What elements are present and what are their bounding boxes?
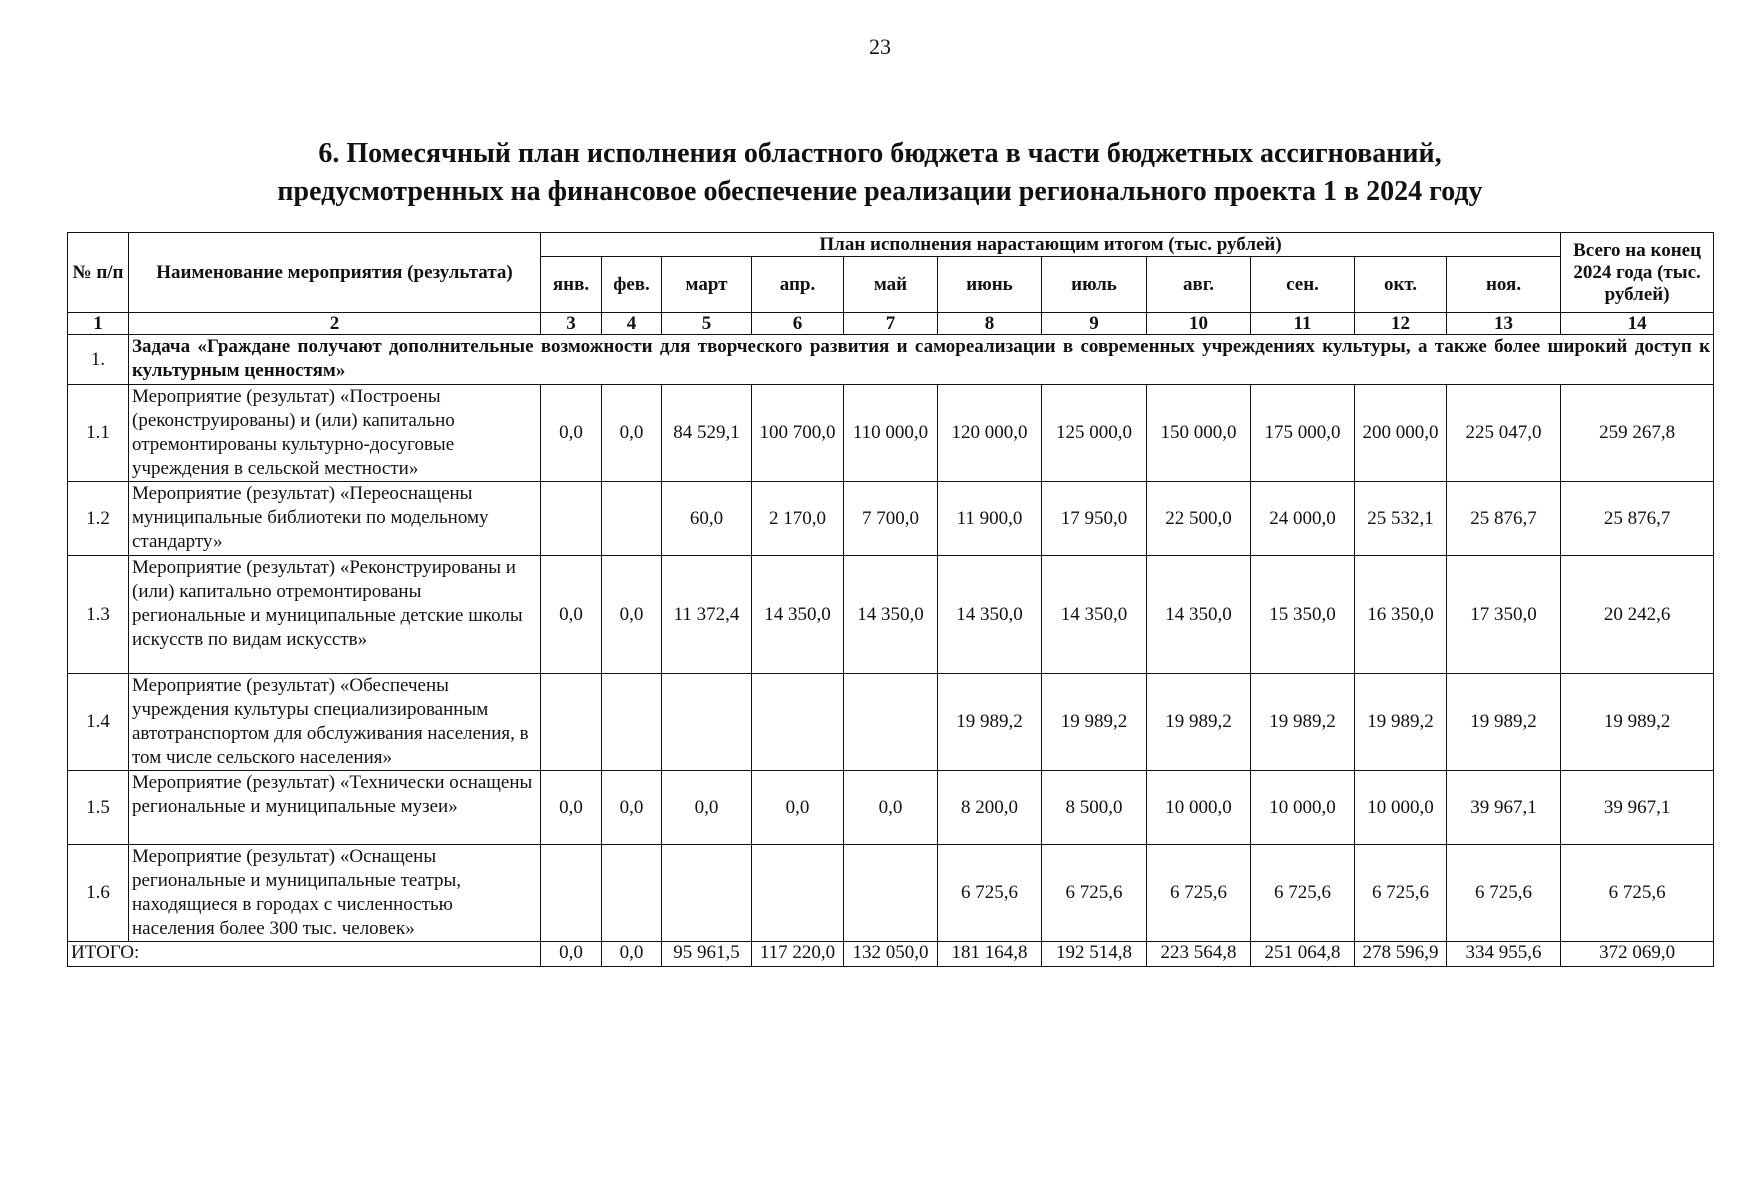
row-name: Мероприятие (результат) «Обеспечены учреждения культуры специализированным автотранспортом для обслуживания населения, в том числе сельского населения» (129, 674, 541, 771)
month-value: 6 725,6 (1251, 845, 1355, 942)
month-value: 84 529,1 (662, 385, 752, 482)
row-total: 39 967,1 (1561, 771, 1714, 845)
header-month: сен. (1251, 257, 1355, 313)
month-value: 60,0 (662, 482, 752, 556)
month-value (752, 845, 844, 942)
grand-total-sum: 372 069,0 (1561, 942, 1714, 967)
column-number: 12 (1355, 313, 1447, 335)
month-value: 10 000,0 (1355, 771, 1447, 845)
month-value: 10 000,0 (1251, 771, 1355, 845)
table-row (68, 845, 1714, 942)
table-row (68, 771, 1714, 845)
column-number: 10 (1147, 313, 1251, 335)
grand-total-value: 0,0 (602, 942, 662, 967)
grand-total-value: 181 164,8 (938, 942, 1042, 967)
month-value: 0,0 (541, 385, 602, 482)
month-value: 14 350,0 (1147, 556, 1251, 674)
month-value: 0,0 (541, 556, 602, 674)
grand-total-value: 251 064,8 (1251, 942, 1355, 967)
month-value: 19 989,2 (1042, 674, 1147, 771)
month-value: 14 350,0 (938, 556, 1042, 674)
row-total: 259 267,8 (1561, 385, 1714, 482)
row-number: 1.4 (68, 674, 129, 771)
month-value (662, 674, 752, 771)
month-value (541, 674, 602, 771)
month-value: 24 000,0 (1251, 482, 1355, 556)
month-value: 8 200,0 (938, 771, 1042, 845)
task-number: 1. (68, 335, 129, 385)
month-value (541, 845, 602, 942)
grand-total-label: ИТОГО: (68, 942, 541, 967)
row-name: Мероприятие (результат) «Построены (реконструированы) и (или) капитально отремонтированы культурно-досуговые учреждения в сельской местности» (129, 385, 541, 482)
month-value: 120 000,0 (938, 385, 1042, 482)
month-value: 125 000,0 (1042, 385, 1147, 482)
month-value: 0,0 (844, 771, 938, 845)
header-total: Всего на конец 2024 года (тыс. рублей) (1561, 233, 1714, 313)
page-number: 23 (869, 34, 891, 59)
title-line-2: предусмотренных на финансовое обеспечение реализации регионального проекта 1 в 2024 году (277, 176, 1483, 207)
grand-total-value: 95 961,5 (662, 942, 752, 967)
month-value: 6 725,6 (938, 845, 1042, 942)
task-text: Задача «Граждане получают дополнительные возможности для творческого развития и самореализации в современных учреждениях культуры, а также более широкий доступ к культурным ценностям» (129, 335, 1714, 385)
month-value: 100 700,0 (752, 385, 844, 482)
column-number: 4 (602, 313, 662, 335)
row-name: Мероприятие (результат) «Переоснащены муниципальные библиотеки по модельному стандарту» (129, 482, 541, 556)
month-value (844, 845, 938, 942)
row-total: 25 876,7 (1561, 482, 1714, 556)
month-value: 22 500,0 (1147, 482, 1251, 556)
month-value: 17 950,0 (1042, 482, 1147, 556)
month-value: 0,0 (602, 556, 662, 674)
month-value: 6 725,6 (1355, 845, 1447, 942)
header-month: окт. (1355, 257, 1447, 313)
column-number: 8 (938, 313, 1042, 335)
header-month: авг. (1147, 257, 1251, 313)
table-body (68, 335, 1714, 967)
header-month: апр. (752, 257, 844, 313)
month-value: 0,0 (602, 771, 662, 845)
month-value: 19 989,2 (1251, 674, 1355, 771)
month-value: 19 989,2 (1447, 674, 1561, 771)
grand-total-value: 117 220,0 (752, 942, 844, 967)
month-value: 0,0 (752, 771, 844, 845)
grand-total-value: 278 596,9 (1355, 942, 1447, 967)
header-no: № п/п (68, 233, 129, 313)
header-month: янв. (541, 257, 602, 313)
month-value: 6 725,6 (1447, 845, 1561, 942)
budget-plan-table (67, 232, 1714, 967)
row-name: Мероприятие (результат) «Реконструированы и (или) капитально отремонтированы региональные и муниципальные детские школы искусств по видам искусств» (129, 556, 541, 674)
month-value: 175 000,0 (1251, 385, 1355, 482)
column-number: 2 (129, 313, 541, 335)
table-row (68, 385, 1714, 482)
row-name: Мероприятие (результат) «Технически оснащены региональные и муниципальные музеи» (129, 771, 541, 845)
month-value: 19 989,2 (938, 674, 1042, 771)
title-line-1: 6. Помесячный план исполнения областного бюджета в части бюджетных ассигнований, (318, 138, 1442, 169)
row-number: 1.3 (68, 556, 129, 674)
month-value: 14 350,0 (844, 556, 938, 674)
month-value: 39 967,1 (1447, 771, 1561, 845)
month-value: 0,0 (662, 771, 752, 845)
header-month: июнь (938, 257, 1042, 313)
row-number: 1.2 (68, 482, 129, 556)
month-value: 225 047,0 (1447, 385, 1561, 482)
month-value: 110 000,0 (844, 385, 938, 482)
grand-total-value: 192 514,8 (1042, 942, 1147, 967)
month-value: 25 876,7 (1447, 482, 1561, 556)
grand-total-value: 0,0 (541, 942, 602, 967)
month-value: 15 350,0 (1251, 556, 1355, 674)
column-number: 11 (1251, 313, 1355, 335)
column-number: 13 (1447, 313, 1561, 335)
task-row (68, 335, 1714, 385)
grand-total-value: 334 955,6 (1447, 942, 1561, 967)
grand-total-row (68, 942, 1714, 967)
row-number: 1.1 (68, 385, 129, 482)
header-month: июль (1042, 257, 1147, 313)
month-value: 11 900,0 (938, 482, 1042, 556)
column-number-row (68, 313, 1714, 335)
month-value: 200 000,0 (1355, 385, 1447, 482)
month-value: 0,0 (602, 385, 662, 482)
month-value: 19 989,2 (1147, 674, 1251, 771)
header-plan-group: План исполнения нарастающим итогом (тыс. рублей) (541, 233, 1561, 257)
month-value: 6 725,6 (1147, 845, 1251, 942)
document-title (0, 135, 1760, 211)
column-number: 9 (1042, 313, 1147, 335)
month-value (844, 674, 938, 771)
month-value (662, 845, 752, 942)
column-number: 1 (68, 313, 129, 335)
header-month: март (662, 257, 752, 313)
grand-total-value: 223 564,8 (1147, 942, 1251, 967)
row-name: Мероприятие (результат) «Оснащены региональные и муниципальные театры, находящиеся в городах с численностью населения более 300 тыс. человек» (129, 845, 541, 942)
header-month: май (844, 257, 938, 313)
month-value (752, 674, 844, 771)
month-value: 19 989,2 (1355, 674, 1447, 771)
month-value: 150 000,0 (1147, 385, 1251, 482)
month-value: 10 000,0 (1147, 771, 1251, 845)
header-name: Наименование мероприятия (результата) (129, 233, 541, 313)
month-value: 0,0 (541, 771, 602, 845)
month-value (602, 845, 662, 942)
month-value (541, 482, 602, 556)
month-value: 7 700,0 (844, 482, 938, 556)
column-number: 3 (541, 313, 602, 335)
column-number: 7 (844, 313, 938, 335)
row-number: 1.6 (68, 845, 129, 942)
column-number: 6 (752, 313, 844, 335)
month-value: 14 350,0 (1042, 556, 1147, 674)
month-value (602, 482, 662, 556)
row-total: 19 989,2 (1561, 674, 1714, 771)
row-number: 1.5 (68, 771, 129, 845)
grand-total-value: 132 050,0 (844, 942, 938, 967)
column-number: 5 (662, 313, 752, 335)
month-value: 8 500,0 (1042, 771, 1147, 845)
header-month: фев. (602, 257, 662, 313)
month-value: 2 170,0 (752, 482, 844, 556)
table-row (68, 482, 1714, 556)
month-value: 14 350,0 (752, 556, 844, 674)
header-month: ноя. (1447, 257, 1561, 313)
row-total: 20 242,6 (1561, 556, 1714, 674)
table-row (68, 556, 1714, 674)
month-value: 25 532,1 (1355, 482, 1447, 556)
month-value: 17 350,0 (1447, 556, 1561, 674)
table-row (68, 674, 1714, 771)
column-number: 14 (1561, 313, 1714, 335)
month-value: 16 350,0 (1355, 556, 1447, 674)
row-total: 6 725,6 (1561, 845, 1714, 942)
month-value: 11 372,4 (662, 556, 752, 674)
month-value (602, 674, 662, 771)
month-value: 6 725,6 (1042, 845, 1147, 942)
